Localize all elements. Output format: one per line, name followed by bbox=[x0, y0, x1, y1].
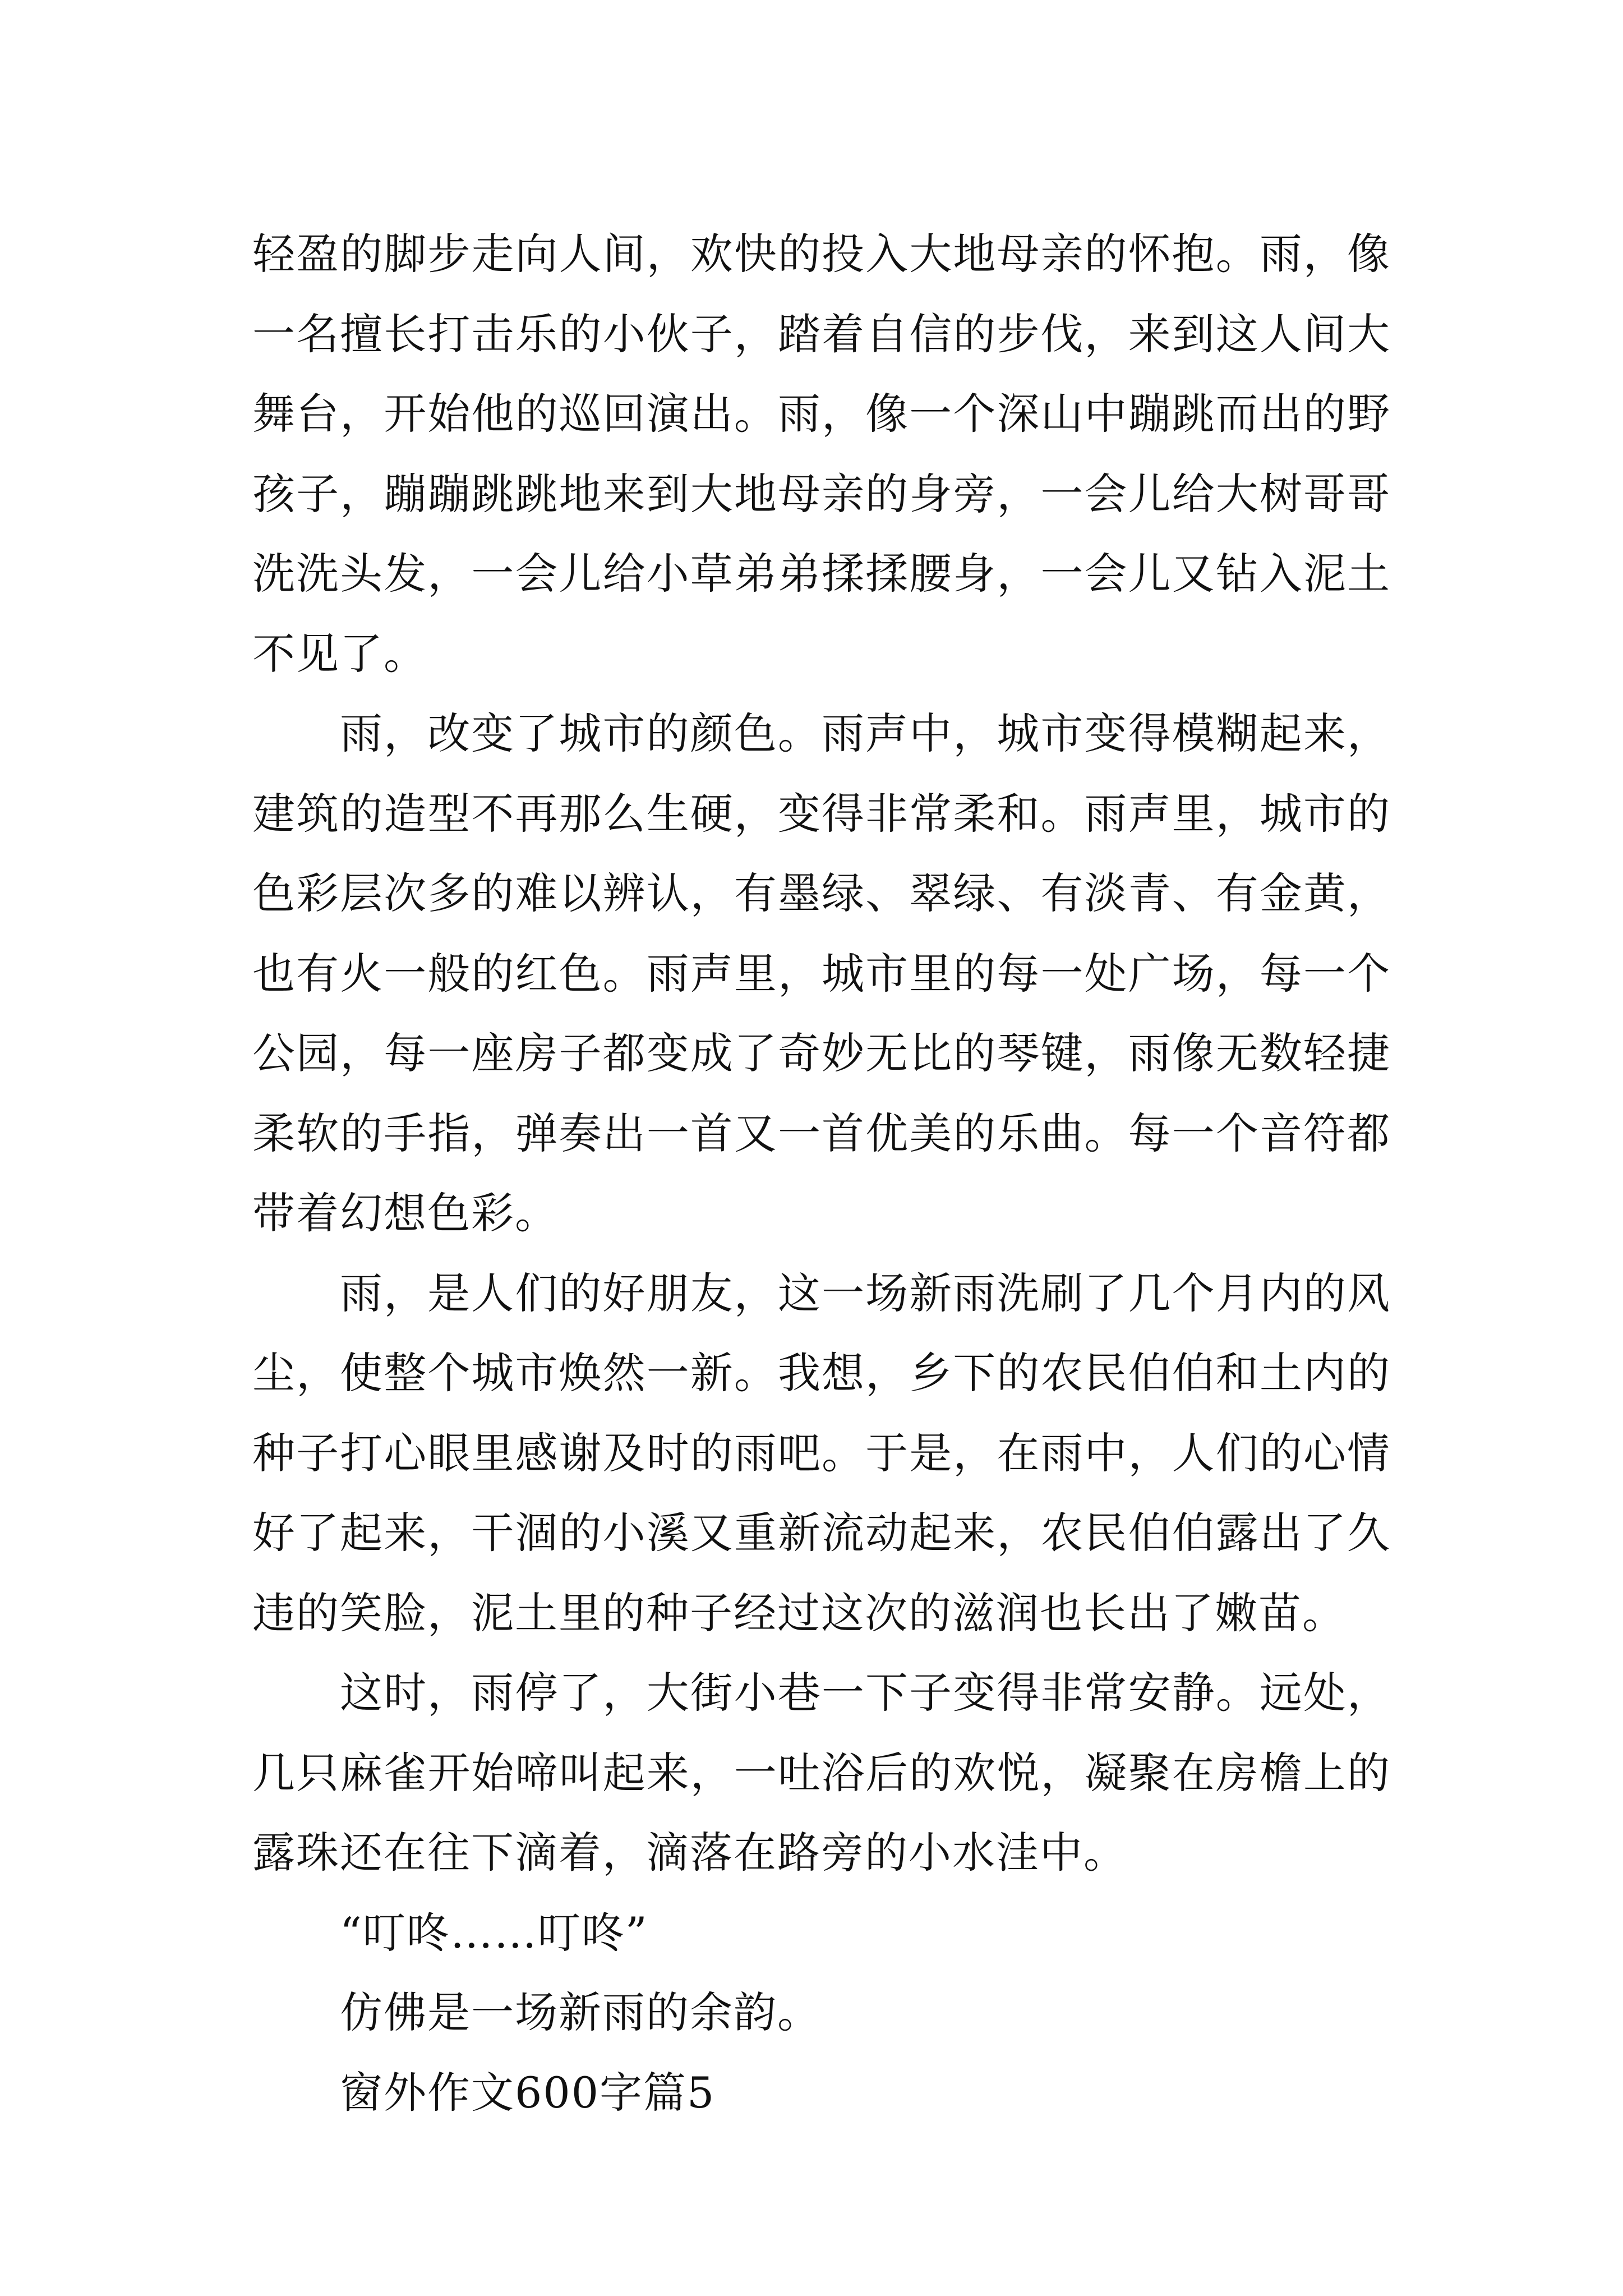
paragraph-5: 仿佛是一场新雨的余韵。 bbox=[340, 1987, 821, 2037]
document-body bbox=[252, 214, 1391, 2133]
paragraph-quote: “叮咚……叮咚” bbox=[340, 1907, 648, 1958]
paragraph-1: 轻盈的脚步走向人间，欢快的投入大地母亲的怀抱。雨，像一名擅长打击乐的小伙子，踏着自信的步伐，来到这人间大舞台，开始他的巡回演出。雨，像一个深山中蹦跳而出的野孩子，蹦蹦跳跳地来到大地母亲的身旁，一会儿给大树哥哥洗洗头发，一会儿给小草弟弟揉揉腰身，一会儿又钻入泥土不见了。 bbox=[252, 229, 1391, 679]
section-heading: 窗外作文600字篇5 bbox=[340, 2067, 716, 2118]
paragraph-2: 雨，改变了城市的颜色。雨声中，城市变得模糊起来，建筑的造型不再那么生硬，变得非常柔和。雨声里，城市的色彩层次多的难以辨认，有墨绿、翠绿、有淡青、有金黄，也有火一般的红色。雨声里，城市里的每一处广场，每一个公园，每一座房子都变成了奇妙无比的琴键，雨像无数轻捷柔软的手指，弹奏出一首又一首优美的乐曲。每一个音符都带着幻想色彩。 bbox=[252, 708, 1391, 1238]
paragraph-4: 这时，雨停了，大街小巷一下子变得非常安静。远处，几只麻雀开始啼叫起来，一吐浴后的欢悦，凝聚在房檐上的露珠还在往下滴着，滴落在路旁的小水洼中。 bbox=[252, 1668, 1391, 1878]
paragraph-3: 雨，是人们的好朋友，这一场新雨洗刷了几个月内的风尘，使整个城市焕然一新。我想，乡下的农民伯伯和土内的种子打心眼里感谢及时的雨吧。于是，在雨中，人们的心情好了起来，干涸的小溪又重新流动起来，农民伯伯露出了久违的笑脸，泥土里的种子经过这次的滋润也长出了嫩苗。 bbox=[252, 1268, 1391, 1638]
